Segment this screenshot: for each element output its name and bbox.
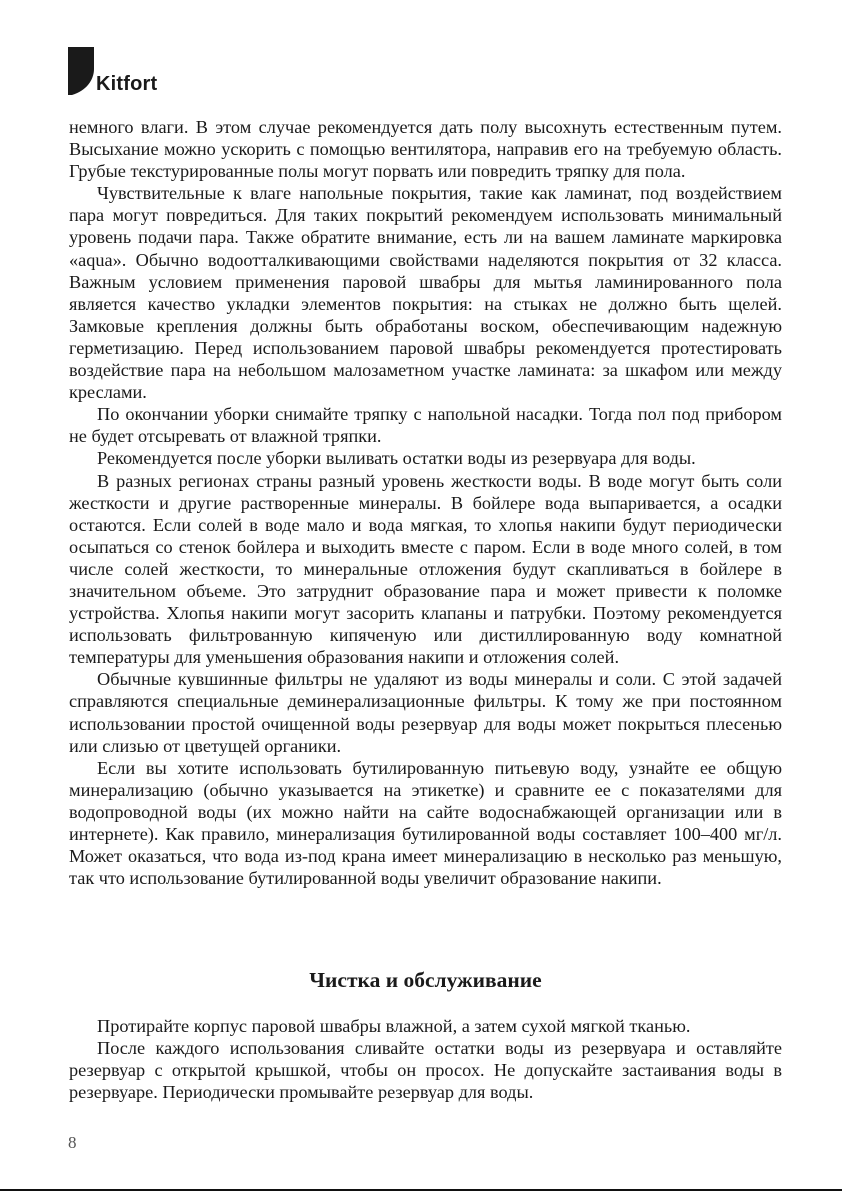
section-heading: Чистка и обслуживание [309, 968, 542, 992]
brand-logo [68, 47, 157, 95]
brand-name: Kitfort [96, 73, 158, 95]
paragraph-filters: Обычные кувшинные фильтры не удаляют из воды минералы и соли. С этой задачей справляются специальные деминерализационные фильтры. К тому же при постоянном использовании простой очищенной воды резервуар для воды может покрыться плесенью или слизью от цветущей органики. [69, 669, 782, 756]
page-number: 8 [68, 1133, 77, 1152]
paragraph-drain: После каждого использования сливайте остатки воды из резервуара и оставляйте резервуар с открытой крышкой, чтобы он просох. Не допускайте застаивания воды в резервуаре. Периодически промывайте резервуар для воды. [69, 1038, 782, 1103]
kitfort-logo-icon [68, 47, 94, 95]
section-body [69, 1015, 782, 1103]
paragraph-after-cleaning: По окончании уборки снимайте тряпку с напольной насадки. Тогда пол под прибором не будет отсыревать от влажной тряпки. [69, 404, 782, 447]
paragraph-wipe: Протирайте корпус паровой швабры влажной, а затем сухой мягкой тканью. [97, 1016, 691, 1036]
paragraph-bottled-water: Если вы хотите использовать бутилированную питьевую воду, узнайте ее общую минерализацию (обычно указывается на этикетке) и сравните ее с показателями для водопроводной воды (их можно найти на сайте водоснабжающей организации или в интернете). Как правило, минерализация бутилированной воды составляет 100–400 мг/л. Может оказаться, что вода из-под крана имеет минерализацию в несколько раз меньшую, так что использование бутилированной воды увеличит образование накипи. [69, 757, 782, 889]
paragraph-laminate: Чувствительные к влаге напольные покрытия, такие как ламинат, под воздействием пара могут повредиться. Для таких покрытий рекомендуем использовать минимальный уровень подачи пара. Также обратите внимание, есть ли на вашем ламинате маркировка «aqua». Обычно водоотталкивающими свойствами наделяются покрытия от 32 класса. Важным условием применения паровой швабры для мытья ламинированного пола является качество укладки элементов покрытия: на стыках не должно быть щелей. Замковые крепления должны быть обработаны воском, обеспечивающим надежную герметизацию. Перед использованием паровой швабры рекомендуется протестировать воздействие пара на небольшом малозаметном участке ламината: за шкафом или между креслами. [69, 183, 782, 403]
paragraph-water-hardness: В разных регионах страны разный уровень жесткости воды. В воде могут быть соли жесткости и другие растворенные минералы. В бойлере вода выпаривается, а осадки остаются. Если солей в воде мало и вода мягкая, то хлопья накипи будут периодически осыпаться со стенок бойлера и выходить вместе с паром. Если в воде много солей, в том числе солей жесткости, то минеральные отложения будут скапливаться в бойлере в значительном объеме. Это затруднит образование пара и может привести к поломке устройства. Хлопья накипи могут засорить клапаны и патрубки. Поэтому рекомендуется использовать фильтрованную кипяченую или дистиллированную воду комнатной температуры для уменьшения образования накипи и отложения солей. [69, 470, 782, 668]
paragraph-continued: немного влаги. В этом случае рекомендуется дать полу высохнуть естественным путем. Высыхание можно ускорить с помощью вентилятора, направив его на требуемую область. Грубые текстурированные полы могут порвать или повредить тряпку для пола. [69, 117, 782, 182]
bottom-divider [0, 1189, 842, 1191]
paragraph-empty-tank: Рекомендуется после уборки выливать остатки воды из резервуара для воды. [97, 448, 696, 469]
body-text [69, 116, 782, 889]
